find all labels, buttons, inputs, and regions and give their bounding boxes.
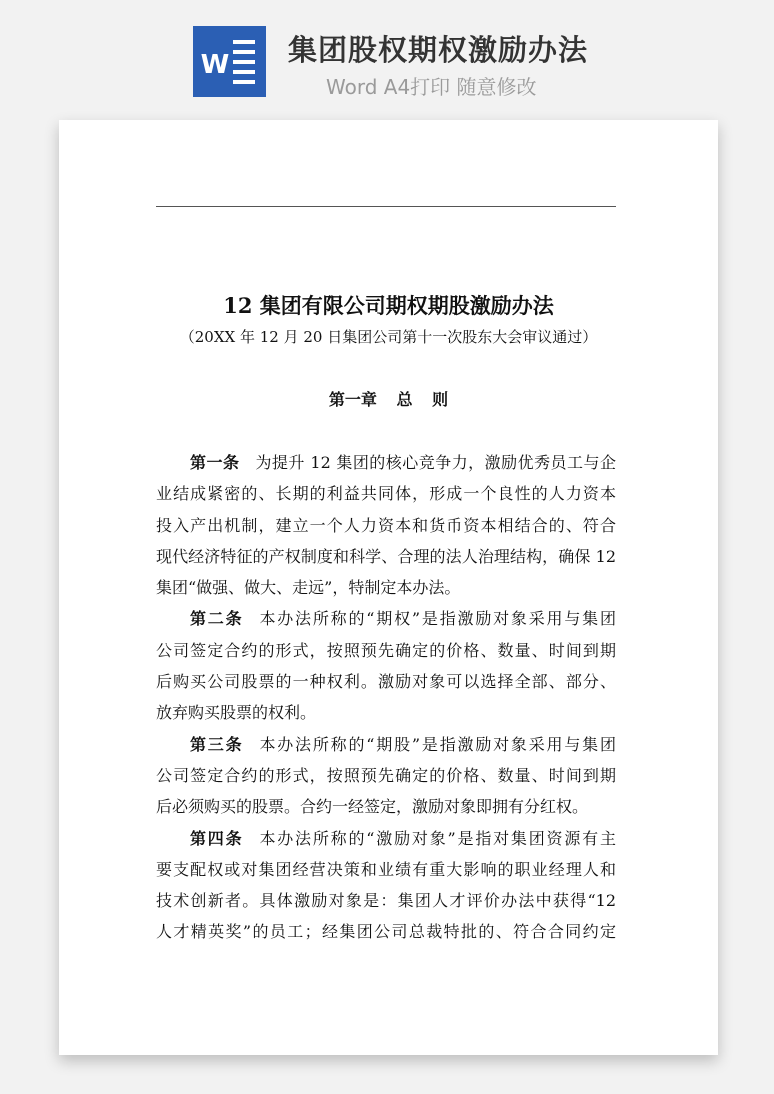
document-page xyxy=(59,120,718,1055)
article-label: 第四条 xyxy=(190,828,244,848)
header-banner xyxy=(0,0,774,118)
article-line: 公司签定合约的形式，按照预先确定的价格、数量、时间到期 xyxy=(156,765,616,785)
article-line xyxy=(156,603,616,634)
article-line xyxy=(156,823,616,854)
banner-title: 集团股权期权激励办法 xyxy=(288,33,589,67)
article-line xyxy=(156,729,616,760)
article-line: 集团“做强、做大、走远”，特制定本办法。 xyxy=(156,578,461,598)
header-rule xyxy=(156,206,616,207)
chapter-heading: 第一章 总 则 xyxy=(328,390,449,409)
word-document-icon xyxy=(193,26,266,97)
article-line: 后必须购买的股票。合约一经签定，激励对象即拥有分红权。 xyxy=(156,797,589,817)
article-text: 为提升 12 集团的核心竞争力，激励优秀员工与企 xyxy=(255,453,616,472)
article-label: 第三条 xyxy=(190,734,244,754)
article-line: 要支配权或对集团经营决策和业绩有重大影响的职业经理人和 xyxy=(156,859,616,879)
document-title: 12 集团有限公司期权期股激励办法 xyxy=(223,293,554,318)
article-line: 放弃购买股票的权利。 xyxy=(156,703,317,723)
document-body xyxy=(156,447,616,948)
article-line: 投入产出机制，建立一个人力资本和货币资本相结合的、符合 xyxy=(156,515,616,535)
article-line: 公司签定合约的形式，按照预先确定的价格、数量、时间到期 xyxy=(156,640,616,660)
article-label: 第二条 xyxy=(190,609,244,629)
document-subtitle: （20XX 年 12 月 20 日集团公司第十一次股东大会审议通过） xyxy=(179,328,598,346)
banner-subtitle: Word A4打印 随意修改 xyxy=(326,75,537,99)
article-line: 人才精英奖”的员工；经集团公司总裁特批的、符合合同约定 xyxy=(156,922,616,942)
article-text: 本办法所称的“激励对象”是指对集团资源有主 xyxy=(259,828,616,848)
article-line: 技术创新者。具体激励对象是：集团人才评价办法中获得“12 xyxy=(156,891,616,911)
article-line: 业结成紧密的、长期的利益共同体，形成一个良性的人力资本 xyxy=(156,484,616,504)
article-line: 现代经济特征的产权制度和科学、合理的法人治理结构，确保 12 xyxy=(156,546,616,566)
article-line xyxy=(156,447,616,478)
article-text: 本办法所称的“期股”是指激励对象采用与集团 xyxy=(259,734,616,754)
article-line: 后购买公司股票的一种权利。激励对象可以选择全部、部分、 xyxy=(156,672,616,692)
word-icon-letter: W xyxy=(200,50,230,80)
article-text: 本办法所称的“期权”是指激励对象采用与集团 xyxy=(259,609,616,629)
article-label: 第一条 xyxy=(190,453,240,472)
